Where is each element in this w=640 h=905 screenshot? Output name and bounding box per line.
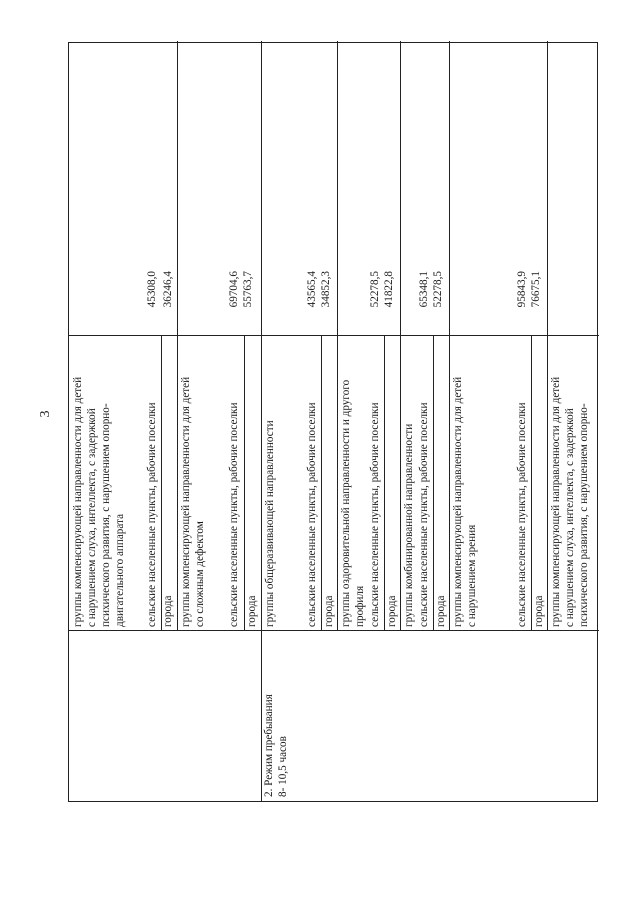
row-7-description <box>549 377 591 627</box>
row-6-divider <box>547 41 548 631</box>
row-6-line-2: с нарушением зрения <box>466 524 478 627</box>
row-5-divider <box>449 41 450 631</box>
row-1-divider <box>177 41 178 631</box>
row-4-rural-value: 52278,5 <box>369 271 381 308</box>
row-5-description: группы комбинированной направленности <box>403 423 415 627</box>
row-4-description <box>339 380 367 627</box>
row-1-line-4: двигательного аппарата <box>114 513 126 627</box>
tariff-table <box>68 42 598 802</box>
row-4-city-value: 41822,8 <box>383 271 395 308</box>
row-2-rural: сельские населенные пункты, рабочие поселки <box>228 402 240 627</box>
row-3-description: группы общеразвивающей направленности <box>264 420 276 627</box>
row-6-line-1: группы компенсирующей направленности для детей <box>452 376 464 627</box>
row-1-line-1: группы компенсирующей направленности для детей <box>72 376 84 627</box>
row-3-rural-value: 43565,4 <box>306 271 318 308</box>
mode-label-line1: 2. Режим пребывания <box>263 694 275 797</box>
block-divider <box>261 41 262 801</box>
row-2-city-value: 55763,7 <box>242 271 254 308</box>
row-4-line-1: группы оздоровительной направленности и другого <box>340 379 352 627</box>
row-6-description <box>451 377 479 627</box>
row-6-rural-value: 95843,9 <box>516 271 528 308</box>
row-1-rural: сельские населенные пункты, рабочие поселки <box>146 402 158 627</box>
row-6-sub-divider <box>531 336 532 631</box>
row-3-city: города <box>323 595 335 627</box>
row-2-line-2: со сложным дефектом <box>194 521 206 627</box>
row-6-city: города <box>533 595 545 627</box>
row-5-sub-divider <box>433 336 434 631</box>
row-1-city-value: 36246,4 <box>162 271 174 308</box>
row-1-line-3: психического развития, с нарушением опорно- <box>100 403 112 627</box>
row-7-line-3: психического развития, с нарушением опорно- <box>578 403 590 627</box>
row-2-rural-value: 69704,6 <box>228 271 240 308</box>
row-2-description <box>179 377 207 627</box>
row-4-divider <box>400 41 401 631</box>
row-7-line-2: с нарушением слуха, интеллекта, с задержкой <box>564 408 576 627</box>
row-4-city: города <box>386 595 398 627</box>
row-7-line-1: группы компенсирующей направленности для детей <box>550 376 562 627</box>
row-1-rural-value: 45308,0 <box>146 271 158 308</box>
row-3-city-value: 34852,3 <box>320 271 332 308</box>
row-4-rural: сельские населенные пункты, рабочие поселки <box>369 402 381 627</box>
row-4-sub-divider <box>384 336 385 631</box>
row-1-city: города <box>162 595 174 627</box>
row-2-line-1: группы компенсирующей направленности для детей <box>180 376 192 627</box>
rotated-table-region <box>68 42 598 802</box>
row-5-rural-value: 65348,1 <box>418 271 430 308</box>
mode-label-line2: 8- 10,5 часов <box>277 736 289 797</box>
row-2-city: города <box>246 595 258 627</box>
row-4-line-2: профиля <box>354 585 366 627</box>
row-6-city-value: 76675,1 <box>530 271 542 308</box>
mode-label <box>262 694 290 797</box>
row-2-sub-divider <box>244 336 245 631</box>
col-divider-2 <box>69 335 599 336</box>
row-5-rural: сельские населенные пункты, рабочие поселки <box>418 402 430 627</box>
row-1-sub-divider <box>161 336 162 631</box>
row-1-line-2: с нарушением слуха, интеллекта, с задержкой <box>86 408 98 627</box>
col-divider-1 <box>69 630 599 631</box>
row-5-city: города <box>435 595 447 627</box>
row-3-divider <box>337 41 338 631</box>
page-number: 3 <box>38 410 53 418</box>
row-5-city-value: 52278,5 <box>432 271 444 308</box>
row-6-rural: сельские населенные пункты, рабочие поселки <box>516 402 528 627</box>
row-3-sub-divider <box>321 336 322 631</box>
row-1-description <box>71 377 127 627</box>
row-3-rural: сельские населенные пункты, рабочие поселки <box>306 402 318 627</box>
